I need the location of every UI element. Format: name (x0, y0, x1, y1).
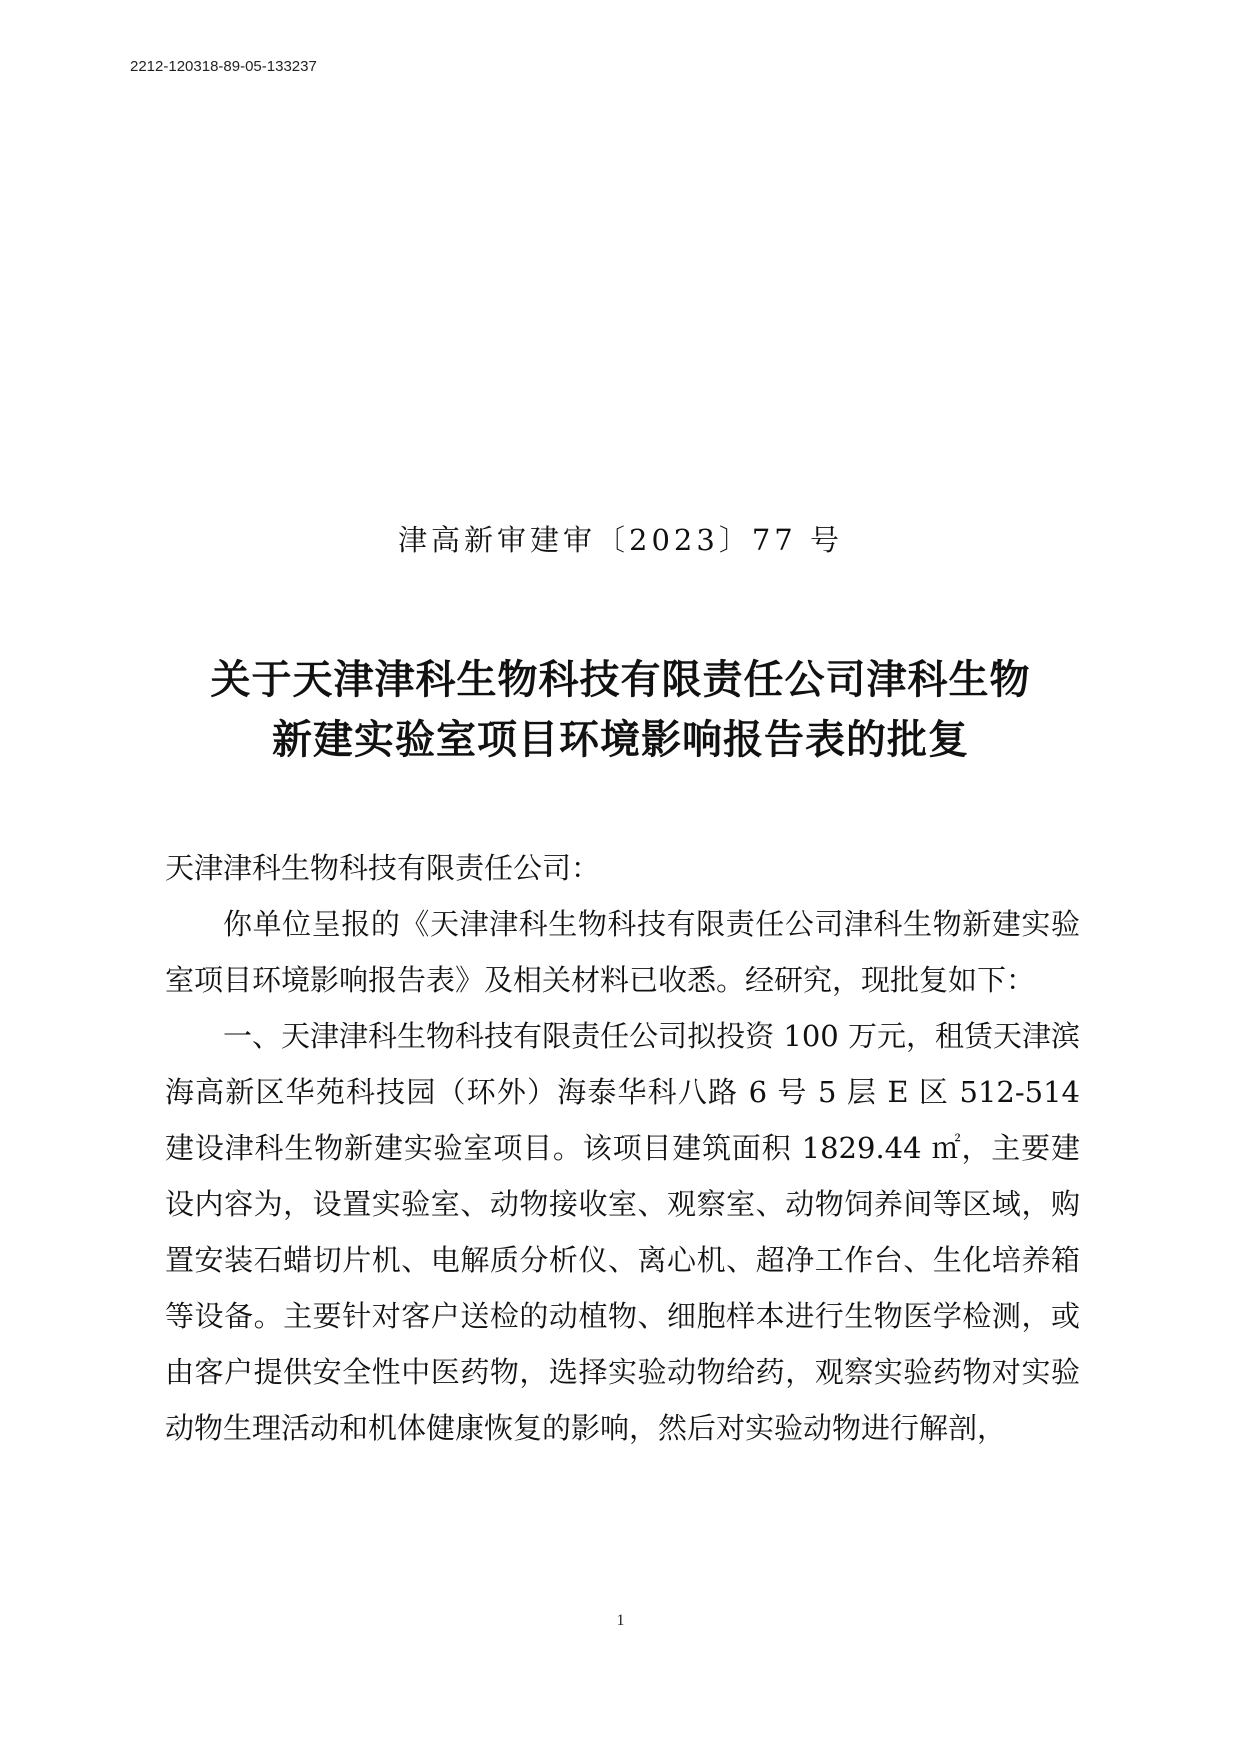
document-number: 津高新审建审〔2023〕77 号 (398, 523, 843, 557)
body-paragraph-2: 一、天津津科生物科技有限责任公司拟投资 100 万元，租赁天津滨海高新区华苑科技园（环外）海泰华科八路 6 号 5 层 E 区 512-514 建设津科生物新建实验室项目。该项目建筑面积 1829.44 ㎡，主要建设内容为，设置实验室、动物接收室、观察室、动物饲养间等区域，购置安装石蜡切片机、电解质分析仪、离心机、超净工作台、生化培养箱等设备。主要针对客户送检的动植物、细胞样本进行生物医学检测，或由客户提供安全性中医药物，选择实验动物给药，观察实验药物对实验动物生理活动和机体健康恢复的影响，然后对实验动物进行解剖， (165, 1019, 1080, 1445)
document-id: 2212-120318-89-05-133237 (130, 58, 317, 75)
page-number: 1 (616, 1612, 625, 1629)
document-title (120, 650, 1121, 770)
document-body (165, 840, 1080, 1456)
salutation: 天津津科生物科技有限责任公司： (165, 851, 601, 885)
title-line-1: 关于天津津科生物科技有限责任公司津科生物 (210, 657, 1031, 703)
title-line-2: 新建实验室项目环境影响报告表的批复 (272, 717, 969, 763)
body-paragraph-1: 你单位呈报的《天津津科生物科技有限责任公司津科生物新建实验室项目环境影响报告表》及相关材料已收悉。经研究，现批复如下： (165, 907, 1080, 997)
